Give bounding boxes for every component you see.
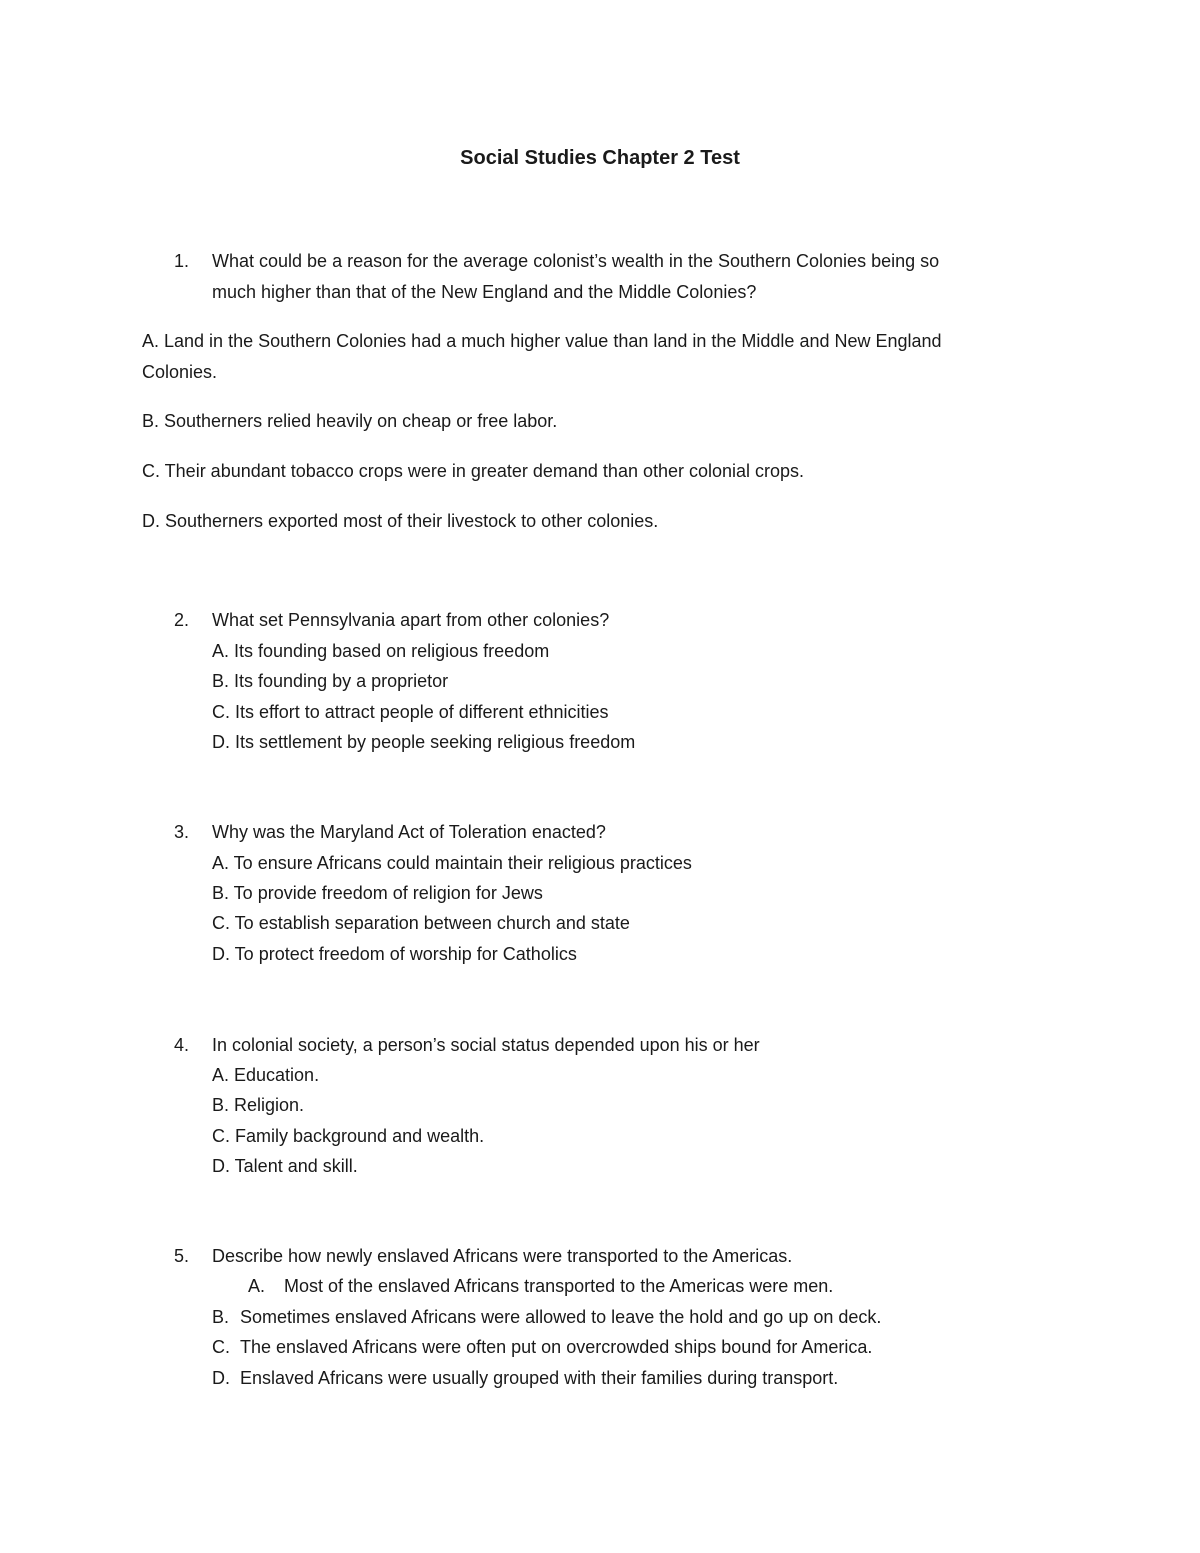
question-2-option-b: B. Its founding by a proprietor xyxy=(212,671,449,691)
question-5-text: Describe how newly enslaved Africans were transported to the Americas. xyxy=(212,1246,793,1266)
question-1-text-line-2: much higher than that of the New England and the Middle Colonies? xyxy=(212,282,757,302)
question-1-option-b: B. Southerners relied heavily on cheap or free labor. xyxy=(142,411,558,431)
question-1-number: 1. xyxy=(174,251,190,271)
page-title: Social Studies Chapter 2 Test xyxy=(460,147,740,169)
question-5-option-b-text: Sometimes enslaved Africans were allowed to leave the hold and go up on deck. xyxy=(240,1307,882,1327)
question-3-option-c: C. To establish separation between church and state xyxy=(212,913,630,933)
question-3-option-b: B. To provide freedom of religion for Jews xyxy=(212,883,543,903)
question-5-number: 5. xyxy=(174,1246,190,1266)
question-2-text: What set Pennsylvania apart from other colonies? xyxy=(212,610,610,630)
question-4-text: In colonial society, a person’s social status depended upon his or her xyxy=(212,1035,760,1055)
question-5-option-a-letter: A. xyxy=(248,1276,266,1296)
question-4-option-c: C. Family background and wealth. xyxy=(212,1126,485,1146)
question-1-text-line-1: What could be a reason for the average colonist’s wealth in the Southern Colonies being so xyxy=(212,251,940,271)
question-3-option-d: D. To protect freedom of worship for Catholics xyxy=(212,944,577,964)
question-5-option-d-letter: D. xyxy=(212,1368,230,1388)
question-2-option-d: D. Its settlement by people seeking religious freedom xyxy=(212,732,636,752)
question-2-option-c: C. Its effort to attract people of different ethnicities xyxy=(212,702,609,722)
question-5-option-b-letter: B. xyxy=(212,1307,230,1327)
question-1-option-c: C. Their abundant tobacco crops were in greater demand than other colonial crops. xyxy=(142,461,805,481)
question-1-option-d: D. Southerners exported most of their livestock to other colonies. xyxy=(142,511,659,531)
question-5-option-d-text: Enslaved Africans were usually grouped with their families during transport. xyxy=(240,1368,839,1388)
question-5-option-a-text: Most of the enslaved Africans transported to the Americas were men. xyxy=(284,1276,834,1296)
question-5-option-c-text: The enslaved Africans were often put on overcrowded ships bound for America. xyxy=(240,1337,873,1357)
question-5-option-c-letter: C. xyxy=(212,1337,230,1357)
question-4-option-d: D. Talent and skill. xyxy=(212,1156,358,1176)
question-2-number: 2. xyxy=(174,610,190,630)
question-2-option-a: A. Its founding based on religious freedom xyxy=(212,641,550,661)
question-3-text: Why was the Maryland Act of Toleration enacted? xyxy=(212,822,606,842)
question-1-option-a-line-1: A. Land in the Southern Colonies had a much higher value than land in the Middle and New England xyxy=(142,331,942,351)
question-4-option-a: A. Education. xyxy=(212,1065,320,1085)
question-1-option-a-line-2: Colonies. xyxy=(142,362,218,382)
question-3-number: 3. xyxy=(174,822,190,842)
question-3-option-a: A. To ensure Africans could maintain their religious practices xyxy=(212,853,692,873)
question-4-number: 4. xyxy=(174,1035,190,1055)
question-4-option-b: B. Religion. xyxy=(212,1095,305,1115)
